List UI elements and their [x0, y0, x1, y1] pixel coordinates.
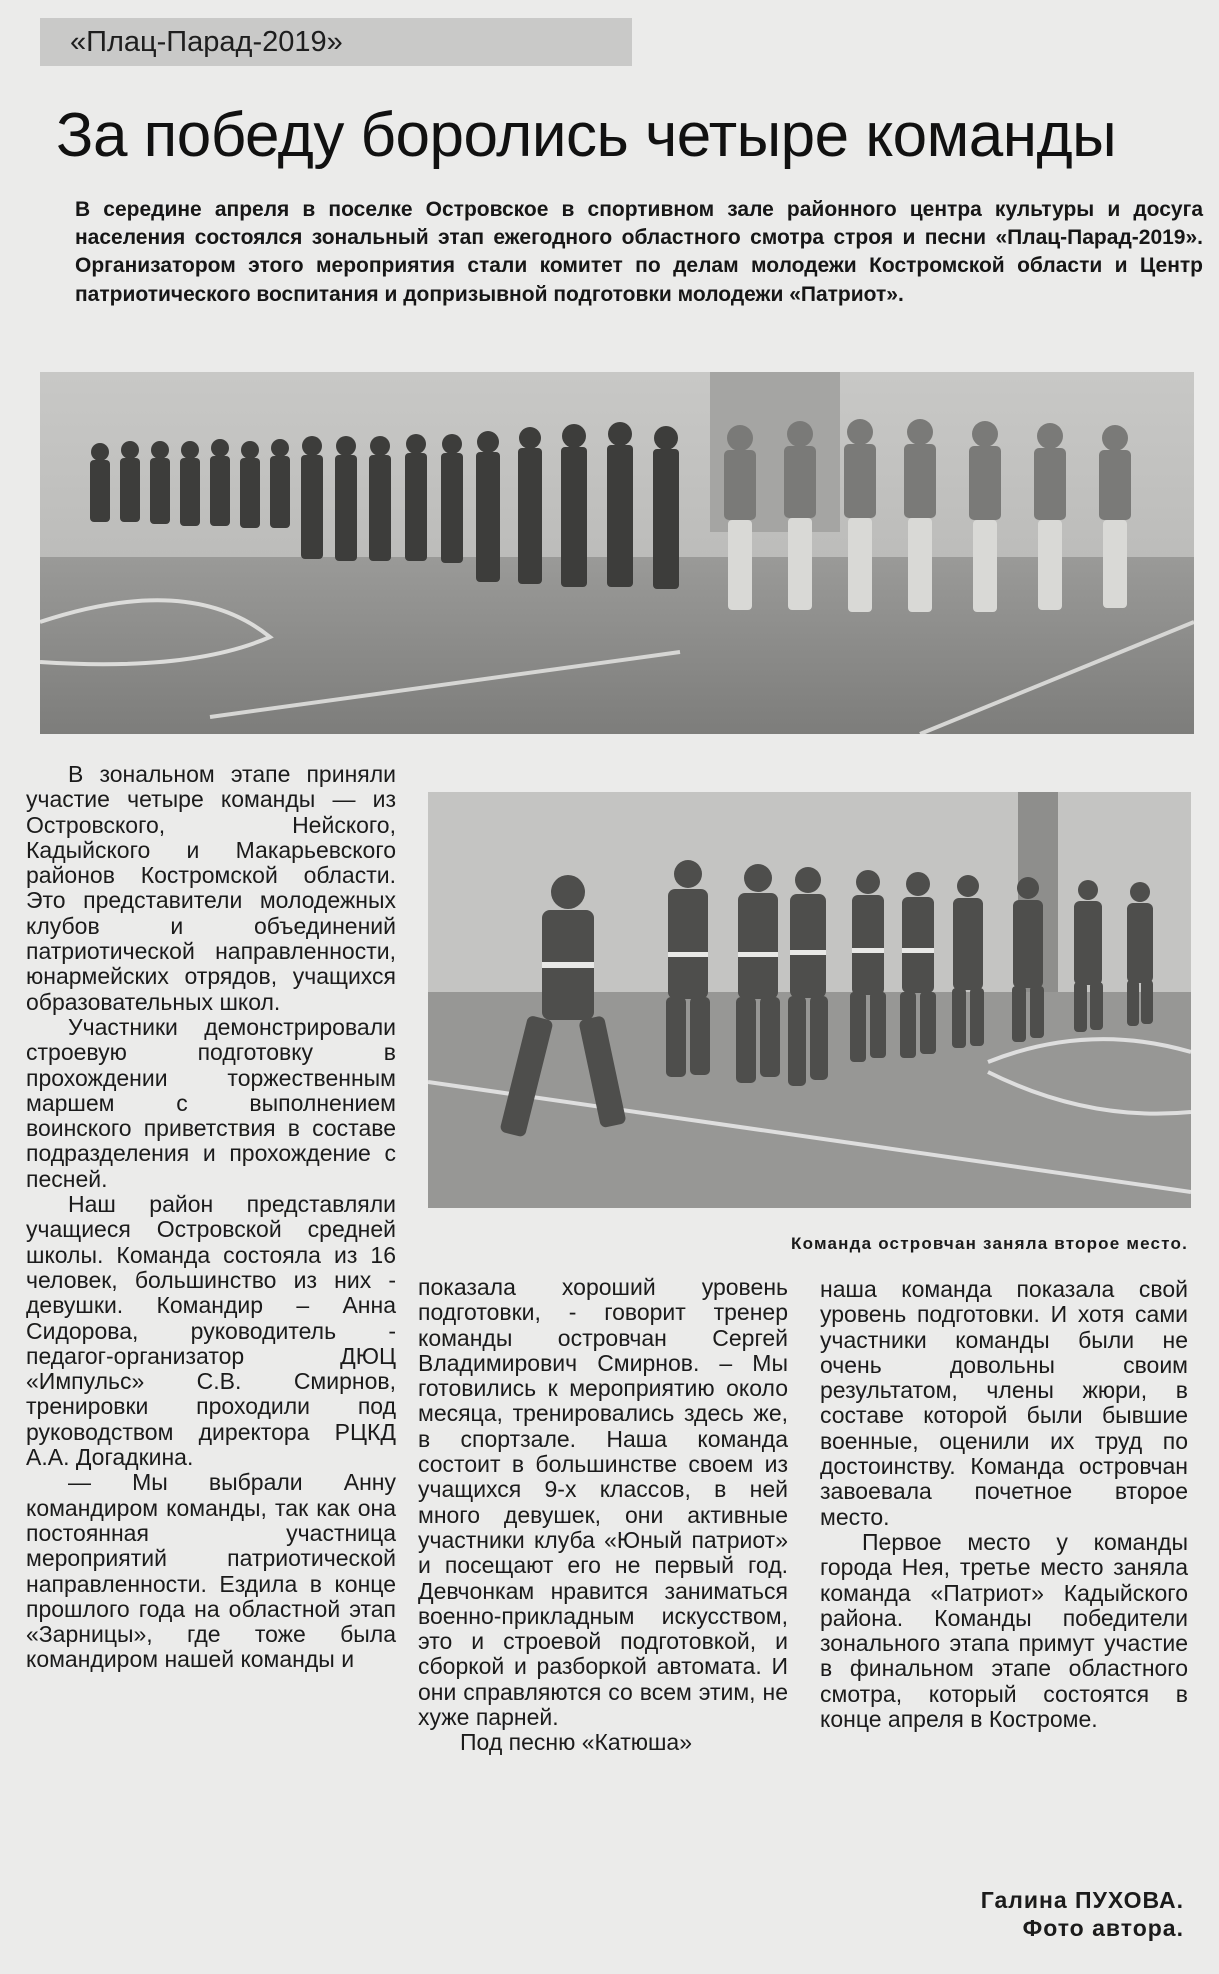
paragraph: Наш район представляли учащиеся Островской средней школы. Команда состояла из 16 человек, большинство из них - девушки. Командир – Анна Сидорова, руководитель - педагог-организатор ДЮЦ «Импульс» С.В. Смирнов, тренировки проходили под руководством директора РЦКД А.А. Догадкина.	[26, 1191, 396, 1471]
article-column-2	[418, 1275, 788, 1756]
paragraph: Первое место у команды города Нея, третье место заняла команда «Патриот» Кадыйского района. Команды победители зонального этапа примут участие в финальном этапе областного смотра, который состоятся в конце апреля в Костроме.	[820, 1528, 1188, 1733]
rubric-banner: «Плац-Парад-2019»	[40, 18, 632, 66]
photo-caption: Команда островчан заняла второе место.	[791, 1234, 1188, 1253]
article-signature	[820, 1886, 1184, 1942]
team-march-photo	[428, 792, 1191, 1208]
paragraph: Под песню «Катюша»	[460, 1729, 693, 1756]
article-headline: За победу боролись четыре команды	[56, 101, 1117, 170]
paragraph: В зональном этапе приняли участие четыре команды — из Островского, Нейского, Кадыйского и Макарьевского районов Костромской области. Это представители молодежных клубов и объединений патриотической направленности, юнармейских отрядов, учащихся образовательных школ.	[26, 761, 396, 1015]
paragraph: наша команда показала свой уровень подготовки. И хотя сами участники команды были не очень довольны своим результатом, члены жюри, в составе которой были бывшие военные, оценили их труд по достоинству. Команда островчан завоевала почетное второе место.	[820, 1276, 1188, 1530]
article-column-1	[26, 762, 396, 1673]
author-name: Галина ПУХОВА.	[980, 1887, 1184, 1913]
paragraph: Участники демонстрировали строевую подготовку в прохождении торжественным маршем с выполнением воинского приветствия в составе подразделения и прохождение с песней.	[26, 1013, 396, 1192]
article-column-3	[820, 1277, 1188, 1732]
march-photo-illustration	[428, 792, 1191, 1208]
paragraph: показала хороший уровень подготовки, - говорит тренер команды островчан Сергей Владимирович Смирнов. – Мы готовились к мероприятию около месяца, тренировались здесь же, в спортзале. Наша команда состоит в большинстве своем из учащихся 9-х классов, в ней много девушек, они активные участники клуба «Юный патриот» и посещают его не первый год. Девчонкам нравится заниматься военно-прикладным искусством, это и строевой подготовкой, и сборкой и разборкой автомата. И они справляются со всем этим, не хуже парней.	[418, 1274, 788, 1731]
team-lineup-photo	[40, 372, 1194, 734]
lineup-photo-illustration	[40, 372, 1194, 734]
photo-credit: Фото автора.	[1022, 1915, 1184, 1941]
article-lead: В середине апреля в поселке Островское в спортивном зале районного центра культуры и досуга населения состоялся зональный этап ежегодного областного смотра строя и песни «Плац-Парад-2019». Организатором этого мероприятия стали комитет по делам молодежи Костромской области и Центр патриотического воспитания и допризывной подготовки молодежи «Патриот».	[75, 198, 1203, 306]
paragraph: — Мы выбрали Анну командиром команды, так как она постоянная участница мероприятий патриотической направленности. Ездила в конце прошлого года на областной этап «Зарницы», где тоже была командиром нашей команды и	[26, 1469, 396, 1673]
